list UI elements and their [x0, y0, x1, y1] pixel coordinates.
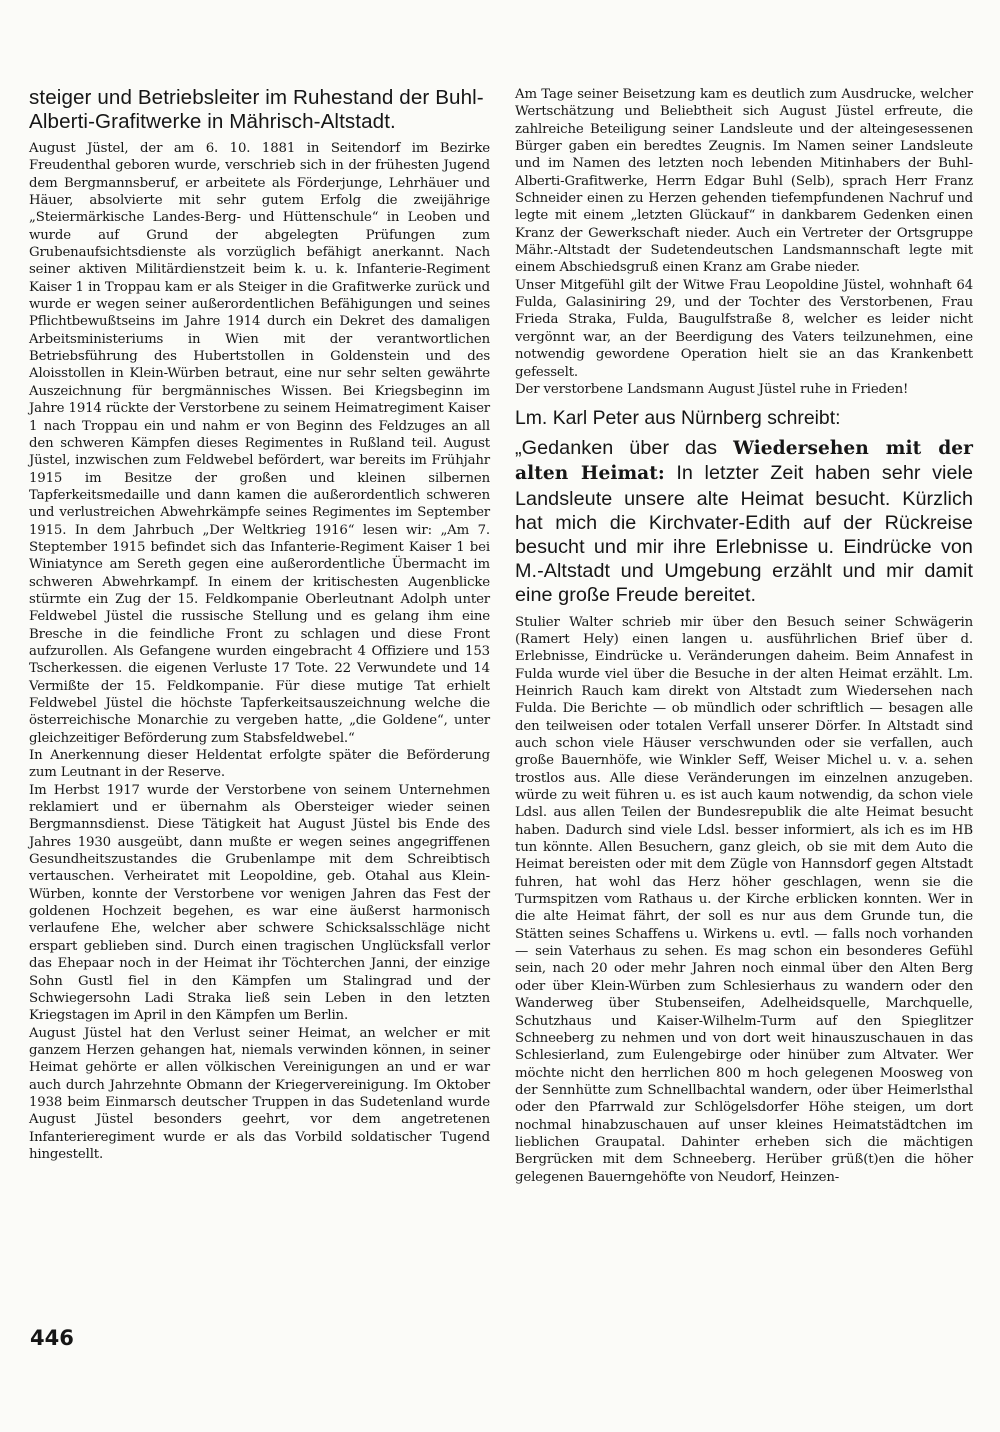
right-column [515, 86, 973, 1186]
obituary-heading: steiger und Betriebsleiter im Ruhestand der Buhl-Alberti-Grafitwerke in Mährisch-Altstadt. [29, 86, 484, 133]
obituary-paragraph-homeland: August Jüstel hat den Verlust seiner Heimat, an welcher er mit ganzem Herzen gehangen hat, niemals verwinden können, in seiner Heimat gehörte er allen völkischen Vereinigungen an und er war auch durch Jahrzehnte Obmann der Kriegervereinigung. Im Oktober 1938 beim Einmarsch deutscher Truppen in das Sudetenland wurde August Jüstel besonders geehrt, vor dem angetretenen Infanterieregiment wurde er als das Vorbild soldatischer Tugend hingestellt. [29, 1025, 490, 1162]
letter-lead-text: In letzter Zeit haben sehr viele Landsleute unsere alte Heimat besucht. Kürzlich hat mich die Kirchvater-Edith auf der Rückreise besucht und mir ihre Erlebnisse u. Eindrücke von M.-Altstadt und Umgebung erzählt und mir damit eine große Freude bereitet. [515, 462, 974, 607]
letter-lead-bold: Wiedersehen mit der alten Heimat: [515, 438, 973, 485]
obituary-paragraph-promotion: In Anerkennung dieser Heldentat erfolgte später die Beförderung zum Leutnant in der Reserve. [29, 748, 490, 781]
page-number: 446 [30, 1326, 74, 1350]
left-column [29, 86, 490, 1163]
letter-byline: Lm. Karl Peter aus Nürnberg schreibt: [515, 407, 841, 430]
letter-body-paragraph: Stulier Walter schrieb mir über den Besuch seiner Schwägerin (Ramert Hely) einen langen u. ausführlichen Brief über d. Erlebnisse, Eindrücke u. Veränderungen daheim. Beim Annafest in Fulda wurde viel über die Besuche in der alten Heimat erzählt. Lm. Heinrich Rauch kam direkt von Altstadt zum Wiedersehen nach Fulda. Die Berichte — ob mündlich oder schriftlich — besagen alle den teilweisen oder totalen Verfall unserer Dörfer. In Altstadt sind auch schon viele Häuser verschwunden oder sie verfallen, auch große Bauernhöfe, wie Winkler Seff, Weiser Michel u. v. a. sehen trostlos aus. Alle diese Veränderungen im einzelnen anzugeben. würde zu weit führen u. es ist auch kaum notwendig, da schon viele Ldsl. aus allen Teilen der Bundesrepublik die alte Heimat besucht haben. Dadurch sind viele Ldsl. besser informiert, als ich es im HB tun könnte. Allen Besuchern, ganz gleich, ob sie mit dem Auto die Heimat bereisten oder mit dem Zügle von Hannsdorf gegen Altstadt fuhren, hat wohl das Herz höher geschlagen, wenn sie die Turmspitzen vom Rathaus u. der Kirche erblicken konnten. Wer in die alte Heimat fährt, der soll es nur aus dem Grunde tun, die Stätten seines Schaffens u. Wirkens u. evtl. — falls noch vorhanden — sein Vaterhaus zu sehen. Es mag schon ein besonderes Gefühl sein, nach 20 oder mehr Jahren noch einmal über den Alten Berg oder über Klein-Würben zum Schlesierhaus zu wandern oder den Wanderweg über Stubenseifen, Adelheidsquelle, Marchquelle, Schutzhaus und Kaiser-Wilhelm-Turm auf den Spieglitzer Schneeberg zu nehmen und von dort weit hinauszuschauen in das Schlesierland, zum Eulengebirge oder hinüber zum Altvater. Wer möchte nicht den herrlichen 800 m hoch gelegenen Moosweg von der Sennhütte zum Schnellbachtal wandern, oder über Heimerlsthal oder den Pfarrwald zur Schlögelsdorfer Höhe steigen, um dort nochmal hinabzuschauen auf unser kleines Heimatstädtchen im lieblichen Graupatal. Dahinter erheben sich die mächtigen Bergrücken mit dem Schneeberg. Herüber grüß(t)en die höher gelegenen Bauerngehöfte von Neudorf, Heinzen- [515, 614, 973, 1185]
obituary-paragraph-career: Im Herbst 1917 wurde der Verstorbene von seinem Unternehmen reklamiert und er übernahm als Obersteiger wieder seinen Bergmannsdienst. Diese Tätigkeit hat August Jüstel bis Ende des Jahres 1930 ausgeübt, dann mußte er wegen seines angegriffenen Gesundheitszustandes die Grubenlampe mit dem Schreibtisch vertauschen. Verheiratet mit Leopoldine, geb. Otahal aus Klein-Würben, konnte der Verstorbene vor wenigen Jahren das Fest der goldenen Hochzeit begehen, es war eine äußerst harmonisch verlaufene Ehe, welcher aber schwere Schicksalsschläge nicht erspart geblieben sind. Durch einen tragischen Unglücksfall verlor das Ehepaar noch in der Heimat ihr Töchterchen Janni, der einzige Sohn Gustl fiel in den Kämpfen um Stalingrad und der Schwiegersohn Ladi Straka ließ sein Leben in den letzten Kriegstagen im April in den Kämpfen um Berlin. [29, 782, 490, 1024]
funeral-paragraph: Am Tage seiner Beisetzung kam es deutlich zum Ausdrucke, welcher Wertschätzung und Beliebtheit sich August Jüstel erfreute, die zahlreiche Beteiligung seiner Landsleute und der alteingesessenen Bürger gaben ein beredtes Zeugnis. Im Namen seiner Landsleute und im Namen des letzten noch lebenden Mitinhabers der Buhl-Alberti-Grafitwerke, Herrn Edgar Buhl (Selb), sprach Herr Franz Schneider einen zu Herzen gehenden tiefempfundenen Nachruf und legte mit einem „letzten Glückauf“ in dankbarem Gedenken einen Kranz der Gewerkschaft nieder. Auch ein Vertreter der Ortsgruppe Mähr.-Altstadt der Sudetendeutschen Landsmannschaft legte mit einem Abschiedsgruß einen Kranz am Grabe nieder. [515, 87, 973, 276]
letter-lead [515, 436, 973, 607]
condolence-paragraph: Unser Mitgefühl gilt der Witwe Frau Leopoldine Jüstel, wohnhaft 64 Fulda, Galasiniring 29, und der Tochter des Verstorbenen, Frau Frieda Straka, Fulda, Baugulfstraße 8, welcher es leider nicht vergönnt war, an der Beerdigung des Vaters teilzunehmen, eine notwendig gewordene Operation hielt sie an das Krankenbett gefesselt. [515, 277, 973, 380]
letter-lead-intro: „Gedanken über das [515, 437, 734, 460]
rest-in-peace-paragraph: Der verstorbene Landsmann August Jüstel ruhe in Frieden! [515, 381, 909, 397]
obituary-paragraph-biography: August Jüstel, der am 6. 10. 1881 in Seitendorf im Bezirke Freudenthal geboren wurde, verschrieb sich in der frühesten Jugend dem Bergmannsberuf, er arbeitete als Förderjunge, Lehrhäuer und Häuer, absolvierte mit sehr gutem Erfolg die zweijährige „Steiermärkische Landes-Berg- und Hüttenschule“ in Leoben und wurde auf Grund der abgelegten Prüfungen zum Grubenaufsichtsdienste als vorzüglich befähigt anerkannt. Nach seiner aktiven Militärdienstzeit beim k. u. k. Infanterie-Regiment Kaiser 1 in Troppau kam er als Steiger in die Grafitwerke zurück und wurde er wegen seiner außerordentlichen Befähigungen und seines Pflichtbewußtseins im Jahre 1914 durch ein Dekret des damaligen Arbeitsministeriums in Wien mit der verantwortlichen Betriebsführung des Hubertstollen in Goldenstein und des Aloisstollen in Klein-Würben betraut, eine nur sehr selten gewährte Auszeichnung für bergmännisches Wissen. Bei Kriegsbeginn im Jahre 1914 rückte der Verstorbene zu seinem Heimatregiment Kaiser 1 nach Troppau ein und nahm er von Beginn des Feldzuges an all den schweren Kämpfen dieses Regimentes in Rußland teil. August Jüstel, inzwischen zum Feldwebel befördert, war bereits im Frühjahr 1915 im Besitze der großen und kleinen silbernen Tapferkeitsmedaille und dann kamen die außerordentlich schweren und verlustreichen Abwehrkämpfe seines Regimentes im September 1915. In dem Jahrbuch „Der Weltkrieg 1916“ lesen wir: „Am 7. Steptember 1915 befindet sich das Infanterie-Regiment Kaiser 1 bei Winiatynce am Sereth gegen eine außerordentliche Übermacht im schweren Abwehrkampf. In einem der kritischesten Augenblicke stürmte ein Zug der 15. Feldkompanie Oberleutnant Adolph unter Feldwebel Jüstel die russische Stellung und es gelang ihm eine Bresche in die feindliche Front zu schlagen und diese Front aufzurollen. Als Gefangene wurden eingebracht 4 Offiziere und 153 Tscherkessen. die eigenen Verluste 17 Tote. 22 Verwundete und 14 Vermißte der 15. Feldkompanie. Für diese mutige Tat erhielt Feldwebel Jüstel die höchste Tapferkeitsauszeichnung welche die österreichische Monarchie zu vergeben hatte, „die Goldene“, unter gleichzeitiger Beförderung zum Stabsfeldwebel.“ [29, 141, 490, 746]
